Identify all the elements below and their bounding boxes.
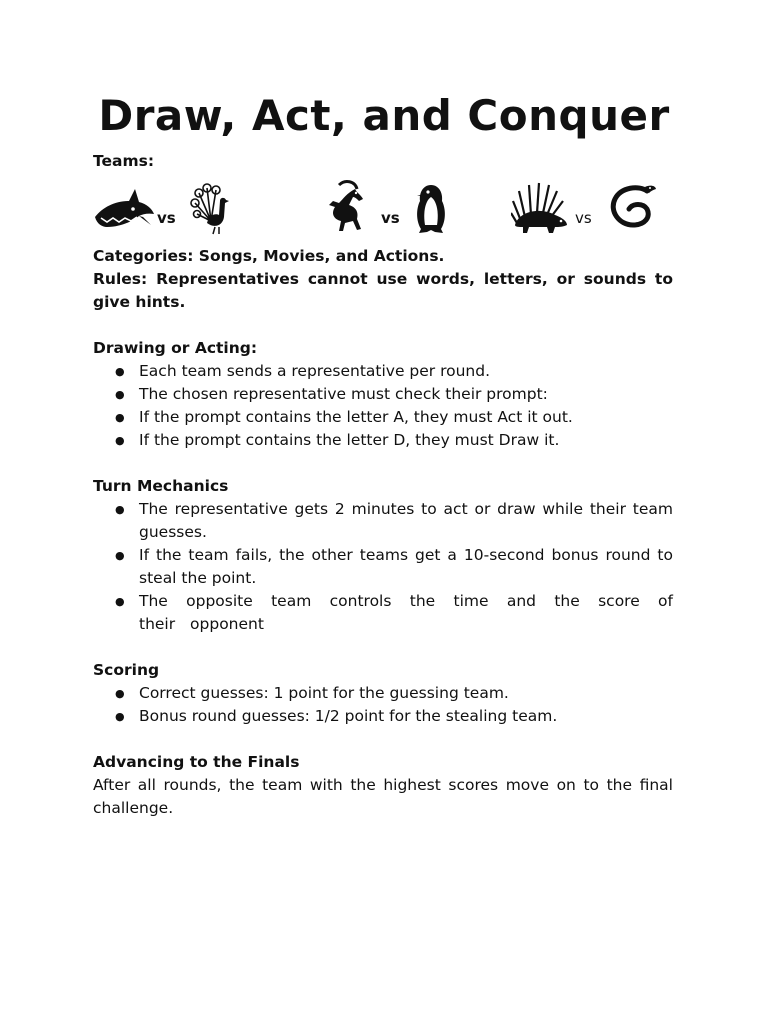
list-item: ● The chosen representative must check their prompt: <box>93 383 673 406</box>
list-item: ● The representative gets 2 minutes to act or draw while their team guesses. <box>93 498 673 544</box>
drawing-heading: Drawing or Acting: <box>93 339 258 357</box>
porcupine-icon <box>511 181 569 235</box>
vs-label: vs <box>157 209 176 227</box>
rules-text: Rules: Representatives cannot use words, letters, or sounds to give hints. <box>93 270 673 311</box>
vs-label: vs <box>381 209 400 227</box>
peacock-icon <box>189 181 231 235</box>
list-item: ● Bonus round guesses: 1/2 point for the stealing team. <box>93 705 673 728</box>
penguin-icon <box>413 183 449 235</box>
ibex-icon <box>325 179 369 235</box>
turn-list <box>93 498 673 636</box>
list-item: ● Each team sends a representative per round. <box>93 360 673 383</box>
document-body <box>93 150 673 820</box>
drawing-list <box>93 360 673 452</box>
page-title: Draw, Act, and Conquer <box>98 91 670 140</box>
teams-matchups <box>93 177 673 235</box>
turn-heading: Turn Mechanics <box>93 477 229 495</box>
list-item: ● If the prompt contains the letter D, they must Draw it. <box>93 429 673 452</box>
scoring-heading: Scoring <box>93 661 160 679</box>
scoring-list <box>93 682 673 728</box>
eel-icon <box>609 181 657 231</box>
categories-text: Categories: Songs, Movies, and Actions. <box>93 247 445 265</box>
teams-label: Teams: <box>93 152 155 170</box>
list-item: ● The opposite team controls the time and the score of their opponent <box>93 590 673 636</box>
shark-icon <box>93 187 155 235</box>
list-item: ● If the prompt contains the letter A, they must Act it out. <box>93 406 673 429</box>
list-item: ● Correct guesses: 1 point for the guessing team. <box>93 682 673 705</box>
finals-text: After all rounds, the team with the highest scores move on to the final challenge. <box>93 776 673 817</box>
vs-label: vs <box>575 209 592 227</box>
finals-heading: Advancing to the Finals <box>93 753 300 771</box>
list-item: ● If the team fails, the other teams get a 10-second bonus round to steal the point. <box>93 544 673 590</box>
